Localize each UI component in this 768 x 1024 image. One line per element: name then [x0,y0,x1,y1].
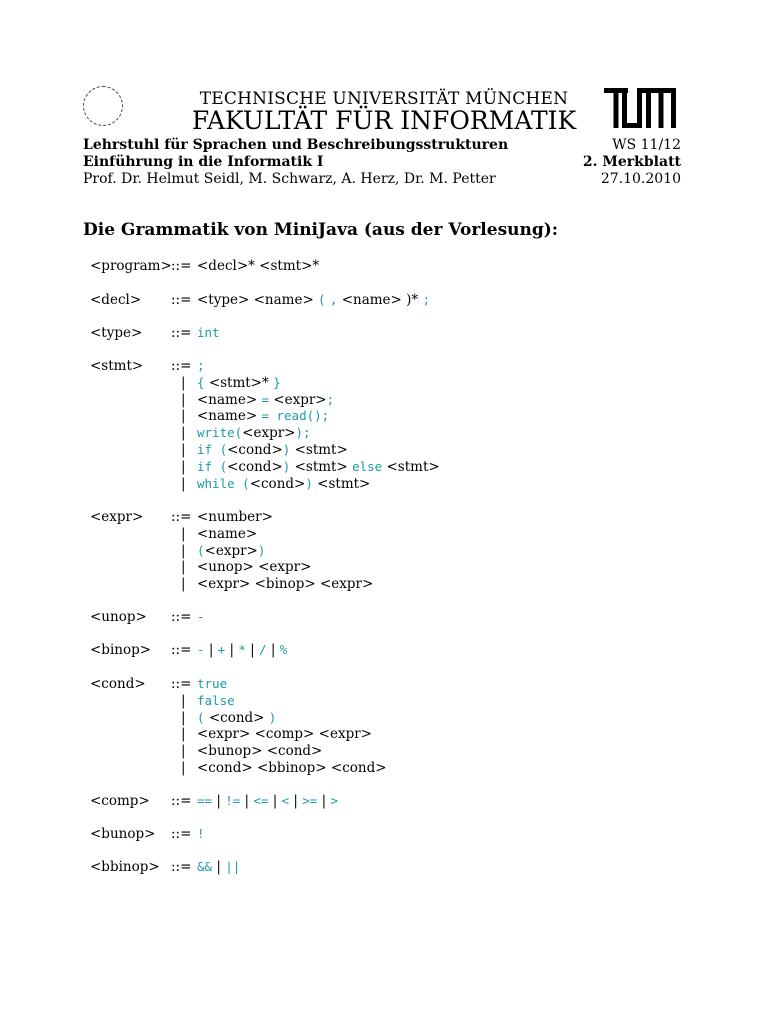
terminal-token: ) [257,542,266,558]
alternative-bar: | [181,391,186,408]
alternative-bar: | [181,743,186,760]
rule-lhs: <bunop> [90,826,156,842]
terminal-token: * [238,642,246,657]
nonterminal-text: <expr> [268,391,327,408]
grammar-rule-unop [0,609,768,626]
assign-operator: ::= [171,325,192,341]
rule-rhs [197,408,329,424]
terminal-token: else [352,458,383,474]
rule-rhs [197,509,273,525]
rule-rhs [197,642,287,658]
grammar-rule-type [0,325,768,342]
terminal-token: ! [197,826,205,841]
terminal-token: if ( [197,442,228,457]
nonterminal-text: | [204,642,218,658]
nonterminal-text: <name> [197,525,258,542]
nonterminal-text: <stmt> [382,458,440,475]
rule-rhs [197,526,257,542]
rule-rhs [197,793,338,809]
alternative-bar: | [181,576,186,593]
terminal-token: false [197,692,235,708]
assign-operator: ::= [171,642,192,658]
nonterminal-text: | [240,793,254,809]
terminal-token: - [197,642,205,657]
rule-rhs [197,459,440,475]
grammar-rule-cond-alt-5 [0,760,768,777]
nonterminal-text: | [212,793,226,809]
terminal-token: != [225,793,241,808]
nonterminal-text: <name> [197,391,262,408]
grammar-rule-stmt-alt-2 [0,392,768,409]
assign-operator: ::= [171,509,192,525]
rule-rhs [197,760,387,776]
sheet-number: 2. [582,154,598,170]
grammar-rule-stmt-alt-7 [0,476,768,493]
terminal-token: ; [326,391,335,407]
nonterminal-text: <expr> [204,542,258,559]
sheet-name: Merkblatt [602,154,681,170]
terminal-token: < [281,793,290,808]
nonterminal-text: <number> [197,509,273,525]
nonterminal-text: <cond> [204,709,269,726]
alternative-bar: | [181,726,186,743]
grammar-rule-cond-alt-3 [0,726,768,743]
terminal-token: ) [282,458,291,474]
section-title: Die Grammatik von MiniJava (aus der Vorlesung): [83,220,559,240]
nonterminal-text: <expr> <binop> <expr> [197,576,374,593]
terminal-token: ( [197,542,205,558]
terminal-token: ( [318,292,326,307]
nonterminal-text: <cond> [227,458,283,475]
terminal-token: / [259,642,267,657]
nonterminal-text: <stmt> [312,475,371,492]
rule-lhs: <type> [90,325,143,341]
rule-lhs: <unop> [90,609,147,625]
rule-rhs [197,826,205,842]
alternative-bar: | [181,692,186,709]
alternative-bar: | [181,458,186,475]
grammar-rule-stmt-alt-5 [0,442,768,459]
assign-operator: ::= [171,793,192,809]
terminal-token: % [279,642,288,657]
semester: WS 11/12 [612,137,681,153]
grammar-rule-program [0,258,768,275]
grammar-rule-cond [0,676,768,693]
terminal-token: ); [295,425,311,441]
rule-rhs [197,609,205,625]
alternative-bar: | [181,525,186,542]
terminal-token: , [329,292,338,307]
nonterminal-text: <expr> [242,425,296,442]
grammar-rule-bunop [0,826,768,843]
terminal-token: + [217,642,226,657]
nonterminal-text: | [268,793,282,809]
terminal-token: ) [282,442,291,457]
terminal-token: = [261,391,269,407]
rule-rhs [197,676,227,692]
alternative-bar: | [181,425,186,442]
terminal-token: ; [422,292,430,307]
rule-lhs: <stmt> [90,358,144,374]
grammar-rule-stmt-alt-6 [0,459,768,476]
nonterminal-text: <name> )* [337,292,423,308]
rule-rhs [197,576,373,592]
rule-rhs [197,392,334,408]
assign-operator: ::= [171,609,192,625]
rule-lhs: <binop> [90,642,152,658]
rule-rhs [197,425,311,441]
assign-operator: ::= [171,258,192,274]
rule-rhs [197,442,348,458]
alternative-bar: | [181,374,186,391]
rule-rhs [197,292,430,308]
course-name: Einführung in die Informatik I [83,154,324,170]
terminal-token: = read(); [261,408,330,424]
grammar-rule-stmt-alt-4 [0,425,768,442]
grammar-rule-binop [0,642,768,659]
alternative-bar: | [181,760,186,776]
grammar-rule-cond-alt-1 [0,693,768,710]
header-row-2 [83,154,681,172]
terminal-token: - [197,609,205,624]
rule-rhs [197,358,205,374]
grammar-rule-comp [0,793,768,810]
nonterminal-text: <bunop> <cond> [197,743,323,760]
header-row-3 [83,171,681,189]
rule-rhs [197,726,372,742]
rule-rhs [197,325,220,341]
rule-rhs [197,375,281,391]
tum-logo [604,88,676,128]
terminal-token: } [273,374,281,390]
grammar-rule-cond-alt-4 [0,743,768,760]
nonterminal-text: <stmt> [290,442,348,458]
rule-lhs: <bbinop> [90,859,160,875]
terminal-token: ) [268,709,277,725]
terminal-token: true [197,676,228,691]
faculty-name: FAKULTÄT FÜR INFORMATIK [191,106,577,135]
alternative-bar: | [181,408,186,425]
terminal-token: <= [253,793,269,808]
terminal-token: if ( [197,458,228,474]
terminal-token: && [197,859,213,874]
alternative-bar: | [181,442,186,458]
rule-rhs [197,543,265,559]
terminal-token: write( [197,425,243,441]
grammar-rule-stmt-alt-1 [0,375,768,392]
chair-name: Lehrstuhl für Sprachen und Beschreibungsstrukturen [83,137,509,153]
nonterminal-text: | [212,859,226,875]
assign-operator: ::= [171,676,192,692]
alternative-bar: | [181,559,186,576]
terminal-token: int [197,325,220,340]
assign-operator: ::= [171,292,192,308]
grammar-rule-expr [0,509,768,526]
assign-operator: ::= [171,826,192,842]
grammar-rule-expr-alt-1 [0,526,768,543]
nonterminal-text: <cond> [227,442,283,458]
grammar-rule-decl [0,292,768,309]
rule-rhs [197,859,240,875]
rule-lhs: <comp> [90,793,150,809]
rule-rhs [197,743,322,759]
nonterminal-text: <name> [197,408,262,425]
nonterminal-text: <expr> <comp> <expr> [197,726,372,743]
sheet-label [583,154,681,170]
alternative-bar: | [181,475,186,492]
terminal-token: ( [197,709,205,725]
rule-lhs: <program> [90,258,172,274]
nonterminal-text: <cond> <bbinop> <cond> [197,760,387,776]
grammar-rule-bbinop [0,859,768,876]
nonterminal-text: <decl>* <stmt>* [197,258,320,274]
nonterminal-text: <unop> <expr> [197,559,312,576]
nonterminal-text: | [266,642,280,658]
grammar-rule-stmt-alt-3 [0,408,768,425]
nonterminal-text: | [225,642,239,658]
university-name: TECHNISCHE UNIVERSITÄT MÜNCHEN [199,89,569,109]
alternative-bar: | [181,709,186,726]
alternative-bar: | [181,542,186,559]
nonterminal-text: <stmt> [290,458,353,475]
nonterminal-text: | [289,793,303,809]
terminal-token: >= [302,793,318,808]
terminal-token: || [225,859,241,874]
terminal-token: ; [197,358,205,373]
rule-lhs: <expr> [90,509,144,525]
grammar-rule-cond-alt-2 [0,710,768,727]
rule-rhs [197,693,235,709]
rule-rhs [197,476,370,492]
terminal-token: while ( [197,475,250,491]
grammar-rule-expr-alt-4 [0,576,768,593]
rule-lhs: <cond> [90,676,146,692]
nonterminal-text: | [317,793,331,809]
assign-operator: ::= [171,859,192,875]
terminal-token: ) [305,475,313,491]
terminal-token: > [330,793,339,808]
grammar-rule-expr-alt-3 [0,559,768,576]
authors: Prof. Dr. Helmut Seidl, M. Schwarz, A. Herz, Dr. M. Petter [83,171,496,187]
header-row-1 [83,137,681,155]
assign-operator: ::= [171,358,192,374]
grammar-rule-expr-alt-2 [0,543,768,560]
rule-rhs [197,559,311,575]
nonterminal-text: <stmt>* [204,374,274,391]
terminal-token: == [197,793,213,808]
grammar-rule-stmt [0,358,768,375]
rule-lhs: <decl> [90,292,142,308]
terminal-token: { [197,374,205,390]
date: 27.10.2010 [600,171,681,187]
rule-rhs [197,710,276,726]
nonterminal-text: <cond> [249,475,306,492]
nonterminal-text: <type> <name> [197,292,319,308]
nonterminal-text: | [245,642,260,658]
rule-rhs [197,258,319,274]
